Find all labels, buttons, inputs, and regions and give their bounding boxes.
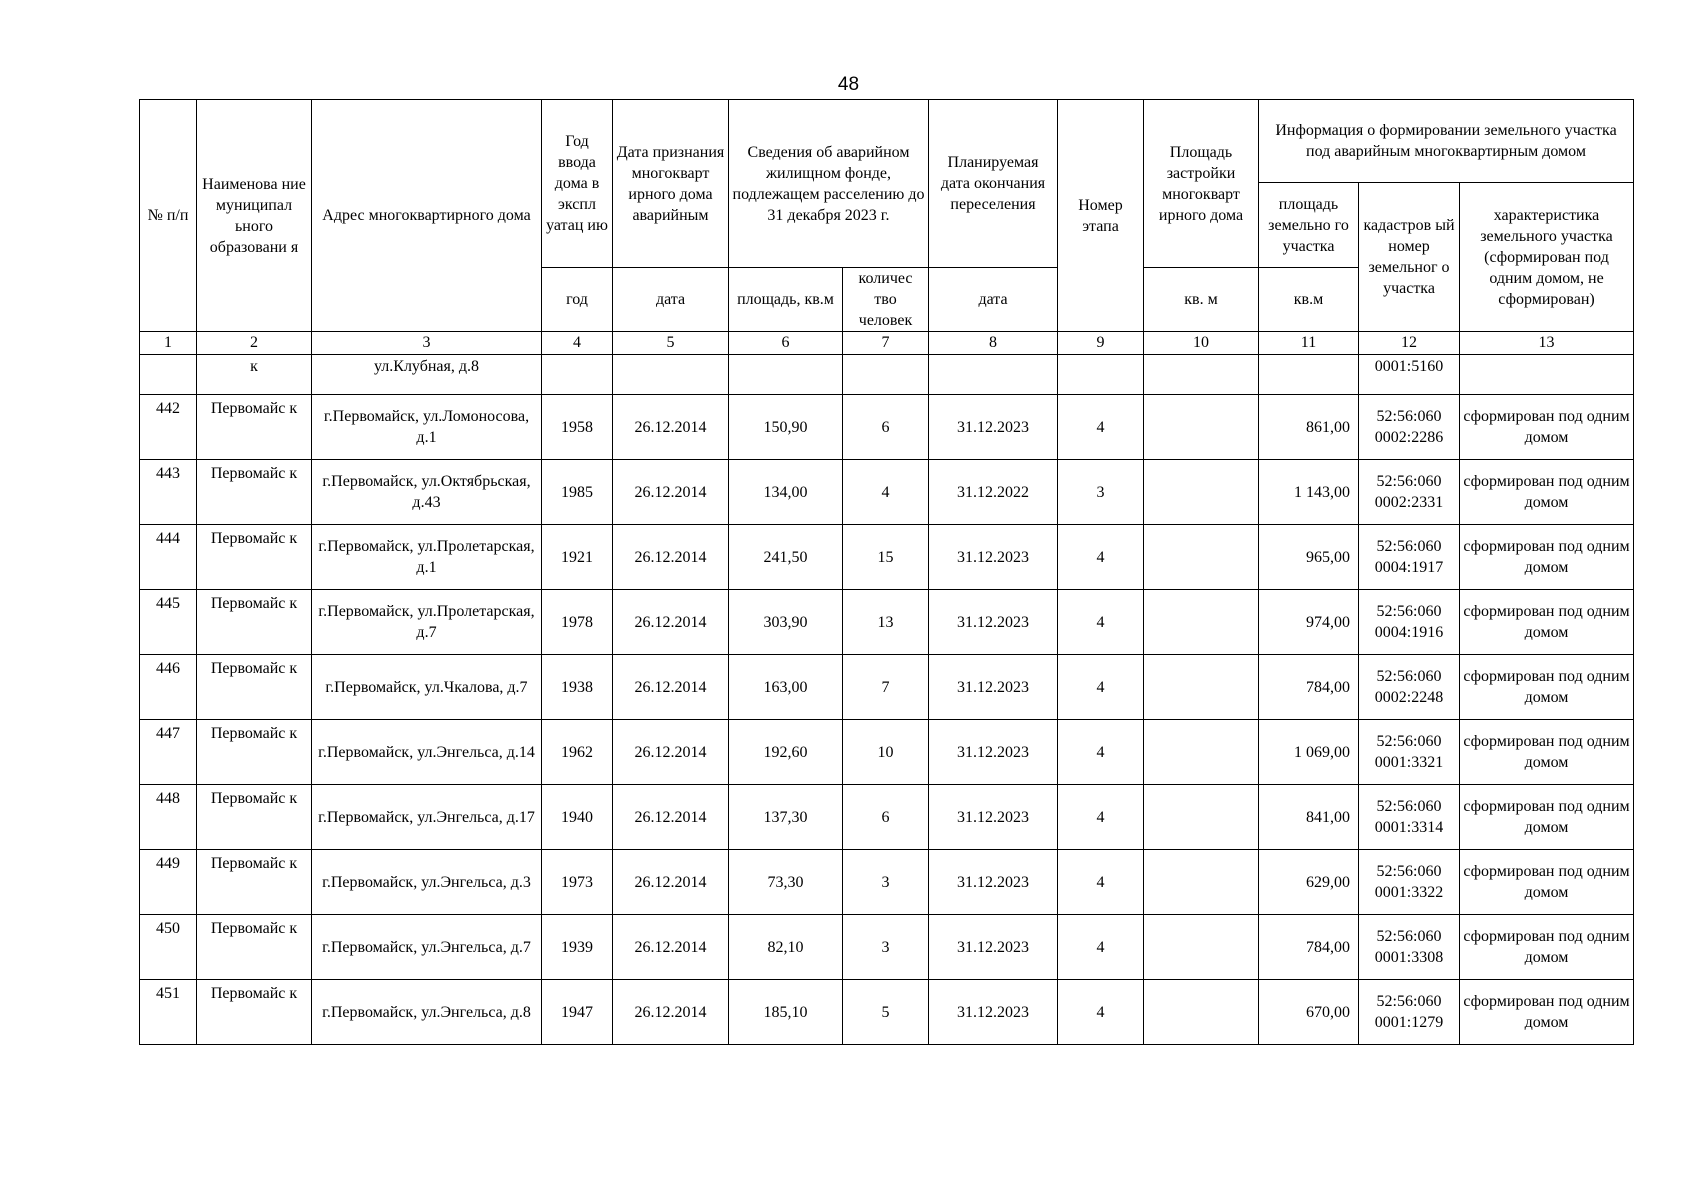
- header-area-sqm: площадь, кв.м: [729, 268, 843, 332]
- cell-cadastral: 52:56:060 0001:1279: [1359, 980, 1460, 1045]
- table-row: [140, 915, 1634, 980]
- cell-empty: [843, 355, 929, 395]
- header-address: Адрес многоквартирного дома: [312, 100, 542, 332]
- emergency-housing-table: [139, 99, 1634, 1045]
- cell-no: 444: [140, 525, 197, 590]
- cell-cadastral: 0001:5160: [1359, 355, 1460, 395]
- cell-year: 1985: [542, 460, 613, 525]
- unit-date-end: дата: [929, 268, 1058, 332]
- cell-end-date: 31.12.2023: [929, 915, 1058, 980]
- cell-area: 73,30: [729, 850, 843, 915]
- column-number: 12: [1359, 332, 1460, 355]
- cell-land-area: 974,00: [1259, 590, 1359, 655]
- cell-empty: [729, 355, 843, 395]
- cell-year: 1973: [542, 850, 613, 915]
- cell-land-char: сформирован под одним домом: [1460, 655, 1634, 720]
- cell-end-date: 31.12.2023: [929, 720, 1058, 785]
- cell-cadastral: 52:56:060 0004:1916: [1359, 590, 1460, 655]
- cell-date: 26.12.2014: [613, 590, 729, 655]
- cell-building-area: [1144, 460, 1259, 525]
- cell-address: г.Первомайск, ул.Энгельса, д.14: [312, 720, 542, 785]
- header-no: № п/п: [140, 100, 197, 332]
- cell-municipality: к: [197, 355, 312, 395]
- cell-stage: 3: [1058, 460, 1144, 525]
- cell-land-area: 784,00: [1259, 915, 1359, 980]
- cell-date: 26.12.2014: [613, 655, 729, 720]
- cell-empty: [1460, 355, 1634, 395]
- cell-building-area: [1144, 850, 1259, 915]
- cell-area: 150,90: [729, 395, 843, 460]
- header-municipality: Наименова ние муниципал ьного образовани я: [197, 100, 312, 332]
- cell-building-area: [1144, 590, 1259, 655]
- cell-no: 449: [140, 850, 197, 915]
- table-row: [140, 785, 1634, 850]
- cell-land-area: 629,00: [1259, 850, 1359, 915]
- table-row: [140, 590, 1634, 655]
- cell-building-area: [1144, 785, 1259, 850]
- cell-people: 3: [843, 915, 929, 980]
- cell-building-area: [1144, 655, 1259, 720]
- cell-empty: [140, 355, 197, 395]
- column-number: 10: [1144, 332, 1259, 355]
- column-number: 8: [929, 332, 1058, 355]
- cell-no: 448: [140, 785, 197, 850]
- cell-end-date: 31.12.2023: [929, 525, 1058, 590]
- cell-area: 137,30: [729, 785, 843, 850]
- cell-address: г.Первомайск, ул.Энгельса, д.8: [312, 980, 542, 1045]
- cell-land-char: сформирован под одним домом: [1460, 720, 1634, 785]
- cell-address: ул.Клубная, д.8: [312, 355, 542, 395]
- cell-building-area: [1144, 915, 1259, 980]
- cell-date: 26.12.2014: [613, 850, 729, 915]
- unit-land-kvm: кв.м: [1259, 268, 1359, 332]
- cell-municipality: Первомайс к: [197, 980, 312, 1045]
- unit-date: дата: [613, 268, 729, 332]
- cell-address: г.Первомайск, ул.Октябрьская, д.43: [312, 460, 542, 525]
- cell-municipality: Первомайс к: [197, 460, 312, 525]
- continuation-row: [140, 355, 1634, 395]
- column-number: 6: [729, 332, 843, 355]
- cell-date: 26.12.2014: [613, 525, 729, 590]
- table-row: [140, 395, 1634, 460]
- cell-people: 7: [843, 655, 929, 720]
- column-number: 5: [613, 332, 729, 355]
- header-date-recognized: Дата признания многокварт ирного дома аварийным: [613, 100, 729, 268]
- cell-land-area: 1 143,00: [1259, 460, 1359, 525]
- cell-people: 10: [843, 720, 929, 785]
- unit-building-kvm: кв. м: [1144, 268, 1259, 332]
- cell-end-date: 31.12.2023: [929, 655, 1058, 720]
- cell-area: 82,10: [729, 915, 843, 980]
- cell-land-char: сформирован под одним домом: [1460, 395, 1634, 460]
- cell-land-area: 841,00: [1259, 785, 1359, 850]
- table-row: [140, 460, 1634, 525]
- cell-area: 192,60: [729, 720, 843, 785]
- cell-municipality: Первомайс к: [197, 850, 312, 915]
- cell-land-area: 861,00: [1259, 395, 1359, 460]
- cell-no: 446: [140, 655, 197, 720]
- cell-people: 6: [843, 785, 929, 850]
- cell-year: 1958: [542, 395, 613, 460]
- table-row: [140, 655, 1634, 720]
- table-row: [140, 850, 1634, 915]
- cell-year: 1947: [542, 980, 613, 1045]
- column-number: 2: [197, 332, 312, 355]
- cell-stage: 4: [1058, 785, 1144, 850]
- cell-land-char: сформирован под одним домом: [1460, 590, 1634, 655]
- unit-year: год: [542, 268, 613, 332]
- cell-end-date: 31.12.2023: [929, 590, 1058, 655]
- cell-address: г.Первомайск, ул.Энгельса, д.7: [312, 915, 542, 980]
- cell-year: 1939: [542, 915, 613, 980]
- header-cadastral: кадастров ый номер земельног о участка: [1359, 183, 1460, 332]
- cell-no: 451: [140, 980, 197, 1045]
- cell-date: 26.12.2014: [613, 915, 729, 980]
- cell-cadastral: 52:56:060 0002:2331: [1359, 460, 1460, 525]
- cell-municipality: Первомайс к: [197, 655, 312, 720]
- cell-year: 1940: [542, 785, 613, 850]
- header-building-area: Площадь застройки многокварт ирного дома: [1144, 100, 1259, 268]
- cell-area: 303,90: [729, 590, 843, 655]
- cell-address: г.Первомайск, ул.Ломоносова, д.1: [312, 395, 542, 460]
- cell-empty: [613, 355, 729, 395]
- cell-land-char: сформирован под одним домом: [1460, 785, 1634, 850]
- cell-people: 15: [843, 525, 929, 590]
- cell-cadastral: 52:56:060 0001:3314: [1359, 785, 1460, 850]
- cell-municipality: Первомайс к: [197, 785, 312, 850]
- cell-people: 5: [843, 980, 929, 1045]
- cell-building-area: [1144, 525, 1259, 590]
- cell-address: г.Первомайск, ул.Пролетарская, д.7: [312, 590, 542, 655]
- cell-no: 447: [140, 720, 197, 785]
- column-number: 9: [1058, 332, 1144, 355]
- cell-year: 1962: [542, 720, 613, 785]
- cell-stage: 4: [1058, 980, 1144, 1045]
- column-number: 1: [140, 332, 197, 355]
- cell-municipality: Первомайс к: [197, 915, 312, 980]
- header-land-area: площадь земельно го участка: [1259, 183, 1359, 268]
- header-row-1: [140, 100, 1634, 183]
- cell-no: 443: [140, 460, 197, 525]
- cell-stage: 4: [1058, 850, 1144, 915]
- cell-date: 26.12.2014: [613, 980, 729, 1045]
- column-number: 4: [542, 332, 613, 355]
- cell-stage: 4: [1058, 395, 1144, 460]
- cell-stage: 4: [1058, 655, 1144, 720]
- cell-empty: [929, 355, 1058, 395]
- cell-people: 13: [843, 590, 929, 655]
- header-people-count: количес тво человек: [843, 268, 929, 332]
- table-row: [140, 980, 1634, 1045]
- cell-land-char: сформирован под одним домом: [1460, 915, 1634, 980]
- cell-address: г.Первомайск, ул.Чкалова, д.7: [312, 655, 542, 720]
- cell-empty: [1259, 355, 1359, 395]
- cell-empty: [542, 355, 613, 395]
- cell-land-char: сформирован под одним домом: [1460, 460, 1634, 525]
- cell-date: 26.12.2014: [613, 395, 729, 460]
- cell-cadastral: 52:56:060 0004:1917: [1359, 525, 1460, 590]
- column-number: 7: [843, 332, 929, 355]
- cell-land-area: 1 069,00: [1259, 720, 1359, 785]
- cell-land-char: сформирован под одним домом: [1460, 525, 1634, 590]
- cell-empty: [1144, 355, 1259, 395]
- cell-end-date: 31.12.2023: [929, 395, 1058, 460]
- cell-date: 26.12.2014: [613, 720, 729, 785]
- cell-land-char: сформирован под одним домом: [1460, 850, 1634, 915]
- cell-area: 163,00: [729, 655, 843, 720]
- table-row: [140, 720, 1634, 785]
- cell-municipality: Первомайс к: [197, 590, 312, 655]
- cell-land-area: 965,00: [1259, 525, 1359, 590]
- header-planned-end: Планируемая дата окончания переселения: [929, 100, 1058, 268]
- header-land-char: характеристика земельного участка (сформирован под одним домом, не сформирован): [1460, 183, 1634, 332]
- cell-building-area: [1144, 395, 1259, 460]
- cell-municipality: Первомайс к: [197, 720, 312, 785]
- cell-stage: 4: [1058, 720, 1144, 785]
- cell-people: 6: [843, 395, 929, 460]
- column-number: 11: [1259, 332, 1359, 355]
- cell-building-area: [1144, 980, 1259, 1045]
- cell-cadastral: 52:56:060 0002:2248: [1359, 655, 1460, 720]
- cell-no: 445: [140, 590, 197, 655]
- cell-year: 1978: [542, 590, 613, 655]
- page-number: 48: [837, 74, 860, 95]
- cell-address: г.Первомайск, ул.Энгельса, д.3: [312, 850, 542, 915]
- cell-cadastral: 52:56:060 0001:3308: [1359, 915, 1460, 980]
- cell-land-area: 670,00: [1259, 980, 1359, 1045]
- cell-area: 241,50: [729, 525, 843, 590]
- cell-municipality: Первомайс к: [197, 525, 312, 590]
- cell-land-area: 784,00: [1259, 655, 1359, 720]
- cell-end-date: 31.12.2022: [929, 460, 1058, 525]
- cell-address: г.Первомайск, ул.Энгельса, д.17: [312, 785, 542, 850]
- cell-people: 3: [843, 850, 929, 915]
- header-fund-info: Сведения об аварийном жилищном фонде, подлежащем расселению до 31 декабря 2023 г.: [729, 100, 929, 268]
- cell-stage: 4: [1058, 525, 1144, 590]
- cell-municipality: Первомайс к: [197, 395, 312, 460]
- header-stage: Номер этапа: [1058, 100, 1144, 332]
- cell-end-date: 31.12.2023: [929, 785, 1058, 850]
- cell-building-area: [1144, 720, 1259, 785]
- cell-people: 4: [843, 460, 929, 525]
- cell-no: 442: [140, 395, 197, 460]
- cell-cadastral: 52:56:060 0001:3322: [1359, 850, 1460, 915]
- data-rows: [140, 395, 1634, 1045]
- cell-empty: [1058, 355, 1144, 395]
- header-year-built: Год ввода дома в экспл уатац ию: [542, 100, 613, 268]
- cell-year: 1938: [542, 655, 613, 720]
- cell-no: 450: [140, 915, 197, 980]
- cell-cadastral: 52:56:060 0001:3321: [1359, 720, 1460, 785]
- cell-area: 134,00: [729, 460, 843, 525]
- cell-year: 1921: [542, 525, 613, 590]
- cell-end-date: 31.12.2023: [929, 850, 1058, 915]
- column-number: 13: [1460, 332, 1634, 355]
- cell-land-char: сформирован под одним домом: [1460, 980, 1634, 1045]
- column-number-row: [140, 332, 1634, 355]
- table-row: [140, 525, 1634, 590]
- cell-address: г.Первомайск, ул.Пролетарская, д.1: [312, 525, 542, 590]
- cell-end-date: 31.12.2023: [929, 980, 1058, 1045]
- cell-stage: 4: [1058, 590, 1144, 655]
- cell-stage: 4: [1058, 915, 1144, 980]
- cell-date: 26.12.2014: [613, 460, 729, 525]
- column-number: 3: [312, 332, 542, 355]
- cell-area: 185,10: [729, 980, 843, 1045]
- cell-date: 26.12.2014: [613, 785, 729, 850]
- cell-cadastral: 52:56:060 0002:2286: [1359, 395, 1460, 460]
- header-land-info: Информация о формировании земельного участка под аварийным многоквартирным домом: [1259, 100, 1634, 183]
